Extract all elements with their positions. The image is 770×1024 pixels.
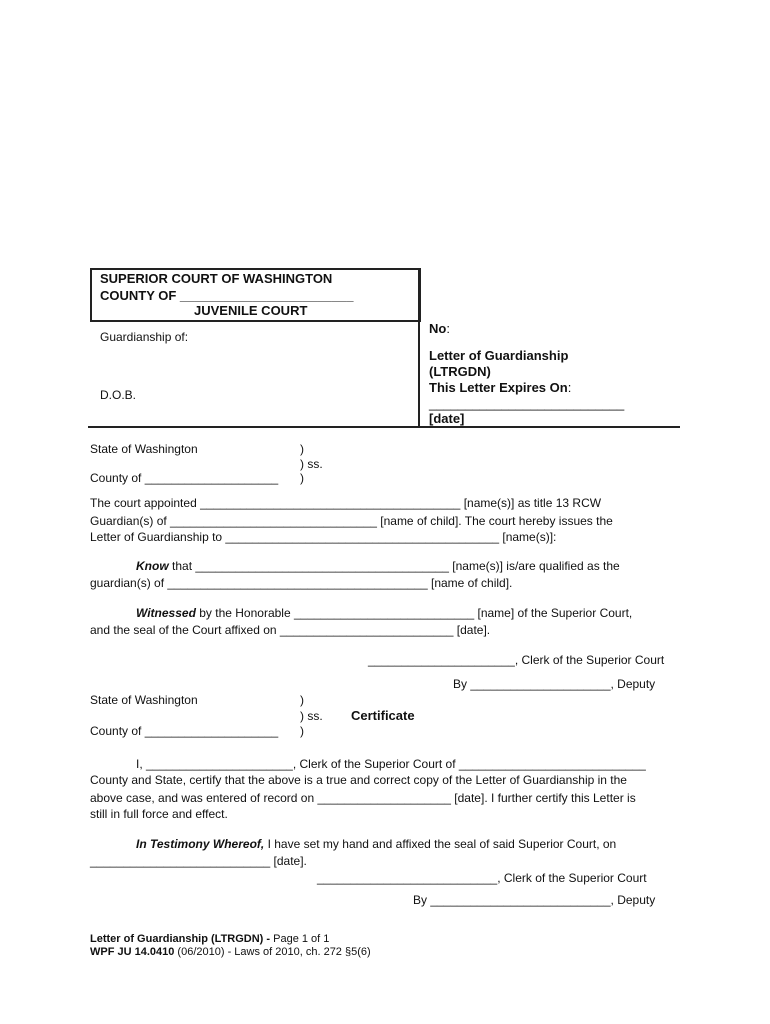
- document-title: Letter of Guardianship: [429, 348, 569, 363]
- footer-title: Letter of Guardianship (LTRGDN) - Page 1 of 1: [90, 933, 330, 945]
- certificate-line[interactable]: I, ______________________, Clerk of the Superior Court of ____________________________: [136, 757, 646, 771]
- know-line[interactable]: guardian(s) of _______________________________________ [name of child].: [90, 576, 513, 590]
- document-code: (LTRGDN): [429, 364, 491, 379]
- court-name: SUPERIOR COURT OF WASHINGTON: [100, 271, 333, 286]
- witnessed-paragraph[interactable]: Witnessed by the Honorable ___________________________ [name] of the Superior Court,: [136, 606, 633, 620]
- clerk-signature-line[interactable]: ___________________________, Clerk of the Superior Court: [317, 871, 647, 885]
- guardianship-of-label: Guardianship of:: [100, 330, 189, 344]
- certificate-line: County and State, certify that the above is a true and correct copy of the Letter of Guardianship in the: [90, 773, 627, 787]
- venue-ss: ) ss.: [300, 457, 323, 471]
- venue-paren: ): [300, 442, 304, 456]
- appointment-line[interactable]: Guardian(s) of _______________________________ [name of child]. The court hereby issues the: [90, 514, 613, 528]
- venue-paren: ): [300, 471, 304, 485]
- venue-state: State of Washington: [90, 693, 198, 707]
- venue-paren: ): [300, 693, 304, 707]
- venue-county-field[interactable]: County of ____________________: [90, 724, 279, 738]
- deputy-signature-line[interactable]: By ___________________________, Deputy: [413, 893, 656, 907]
- case-number-label: No: [429, 321, 447, 336]
- appointment-line[interactable]: Letter of Guardianship to _________________________________________ [name(s)]:: [90, 530, 557, 544]
- certificate-line: still in full force and effect.: [90, 807, 228, 821]
- venue-ss: ) ss.: [300, 709, 323, 723]
- expires-date-label: [date]: [429, 411, 465, 426]
- witnessed-line[interactable]: and the seal of the Court affixed on __________________________ [date].: [90, 623, 491, 637]
- footer-form-number: WPF JU 14.0410 (06/2010) - Laws of 2010, ch. 272 §5(6): [90, 946, 371, 958]
- clerk-signature-line[interactable]: ______________________, Clerk of the Superior Court: [368, 653, 665, 667]
- expires-label: This Letter Expires On:: [429, 380, 572, 395]
- caption-divider-vertical: [418, 268, 420, 428]
- appointment-line[interactable]: The court appointed _______________________________________ [name(s)] as title 13 RCW: [90, 496, 602, 510]
- court-division: JUVENILE COURT: [194, 303, 308, 318]
- certificate-line[interactable]: above case, and was entered of record on ____________________ [date]. I further certify this Letter is: [90, 791, 636, 805]
- testimony-paragraph: In Testimony Whereof, I have set my hand and affixed the seal of said Superior Court, on: [136, 837, 617, 851]
- venue-state: State of Washington: [90, 442, 198, 456]
- witnessed-label: Witnessed: [136, 606, 196, 620]
- testimony-date-field[interactable]: ___________________________ [date].: [90, 854, 307, 868]
- venue-paren: ): [300, 724, 304, 738]
- dob-label: D.O.B.: [100, 388, 137, 402]
- certificate-heading: Certificate: [351, 708, 415, 723]
- know-paragraph[interactable]: Know that ______________________________________ [name(s)] is/are qualified as the: [136, 559, 620, 573]
- testimony-label: In Testimony Whereof,: [136, 837, 265, 851]
- venue-county-field[interactable]: County of ____________________: [90, 471, 279, 485]
- page-number: Page 1 of 1: [273, 933, 330, 945]
- county-field[interactable]: COUNTY OF ________________________: [100, 288, 354, 303]
- case-number-field[interactable]: No:: [429, 321, 450, 336]
- expires-date-field[interactable]: ___________________________: [429, 396, 625, 411]
- deputy-signature-line[interactable]: By _____________________, Deputy: [453, 677, 656, 691]
- caption-divider-horizontal: [88, 426, 680, 428]
- know-label: Know: [136, 559, 169, 573]
